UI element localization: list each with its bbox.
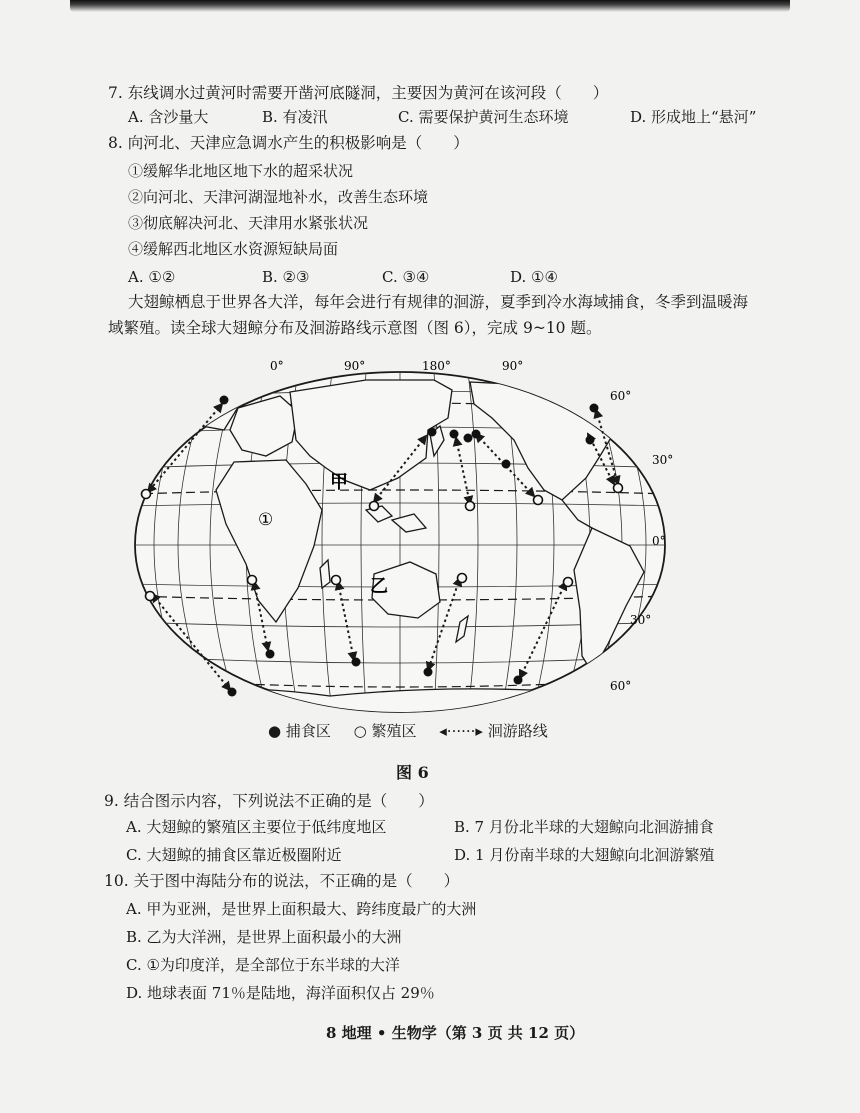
q8-item-1: ①缓解华北地区地下水的超采状况 <box>128 162 354 180</box>
lon-label-0: 0° <box>270 359 284 373</box>
q8-stem: 8. 向河北、天津应急调水产生的积极影响是（ ） <box>108 134 469 152</box>
legend-route: ◂······▸ 洄游路线 <box>439 722 548 740</box>
q7-option-b: B. 有凌汛 <box>262 108 328 126</box>
q7-option-d: D. 形成地上“悬河” <box>630 108 757 126</box>
q8-option-c: C. ③④ <box>382 268 430 286</box>
region-label-one: ① <box>258 510 274 530</box>
q8-option-d: D. ①④ <box>510 268 558 286</box>
q8-option-a: A. ①② <box>128 268 176 286</box>
q10-option-a: A. 甲为亚洲，是世界上面积最大、跨纬度最广的大洲 <box>126 900 477 918</box>
q7-stem: 7. 东线调水过黄河时需要开凿河底隧洞，主要因为黄河在该河段（ ） <box>108 84 609 102</box>
q9-option-c: C. 大翅鲸的捕食区靠近极圈附近 <box>126 846 342 864</box>
q7-option-c: C. 需要保护黄河生态环境 <box>398 108 569 126</box>
region-label-yi: 乙 <box>370 576 388 597</box>
q10-stem: 10. 关于图中海陆分布的说法，不正确的是（ ） <box>104 872 460 890</box>
intro-line-1: 大翅鲸栖息于世界各大洋，每年会进行有规律的洄游，夏季到冷水海域捕食，冬季到温暖海 <box>128 293 749 311</box>
q7-option-a: A. 含沙量大 <box>128 108 209 126</box>
q10-option-c: C. ①为印度洋，是全部位于东半球的大洋 <box>126 956 400 974</box>
intro-line-2: 域繁殖。读全球大翅鲸分布及洄游路线示意图（图 6），完成 9~10 题。 <box>108 319 602 337</box>
q8-item-3: ③彻底解决河北、天津用水紧张状况 <box>128 214 369 232</box>
q8-item-2: ②向河北、天津河湖湿地补水，改善生态环境 <box>128 188 429 206</box>
q9-stem: 9. 结合图示内容，下列说法不正确的是（ ） <box>104 792 434 810</box>
q8-option-b: B. ②③ <box>262 268 310 286</box>
q9-option-d: D. 1 月份南半球的大翅鲸向北洄游繁殖 <box>454 846 715 864</box>
figure-title: 图 6 <box>396 763 429 782</box>
lat-label-60s: 60° <box>610 679 632 693</box>
lon-label-180: 180° <box>422 359 451 373</box>
legend-feeding: ● 捕食区 <box>268 722 331 740</box>
map-legend <box>268 720 566 741</box>
q10-option-b: B. 乙为大洋洲，是世界上面积最小的大洲 <box>126 928 402 946</box>
legend-breeding: ○ 繁殖区 <box>353 722 417 740</box>
page-top-shadow <box>70 0 790 12</box>
lat-label-60n: 60° <box>610 389 632 403</box>
lon-label-90w: 90° <box>502 359 524 373</box>
q8-item-4: ④缓解西北地区水资源短缺局面 <box>128 240 339 258</box>
humpback-whale-map <box>130 359 674 720</box>
lat-label-30n: 30° <box>652 453 674 467</box>
q9-option-b: B. 7 月份北半球的大翅鲸向北洄游捕食 <box>454 818 714 836</box>
q10-option-d: D. 地球表面 71％是陆地，海洋面积仅占 29％ <box>126 984 435 1002</box>
page-footer: 8 地理 • 生物学（第 3 页 共 12 页） <box>326 1024 585 1042</box>
q9-option-a: A. 大翅鲸的繁殖区主要位于低纬度地区 <box>126 818 387 836</box>
lat-label-0: 0° <box>652 534 666 548</box>
lat-label-30s: 30° <box>630 613 652 627</box>
antarctica-outline <box>130 688 670 720</box>
region-label-jia: 甲 <box>330 472 348 493</box>
lon-label-90e: 90° <box>344 359 366 373</box>
